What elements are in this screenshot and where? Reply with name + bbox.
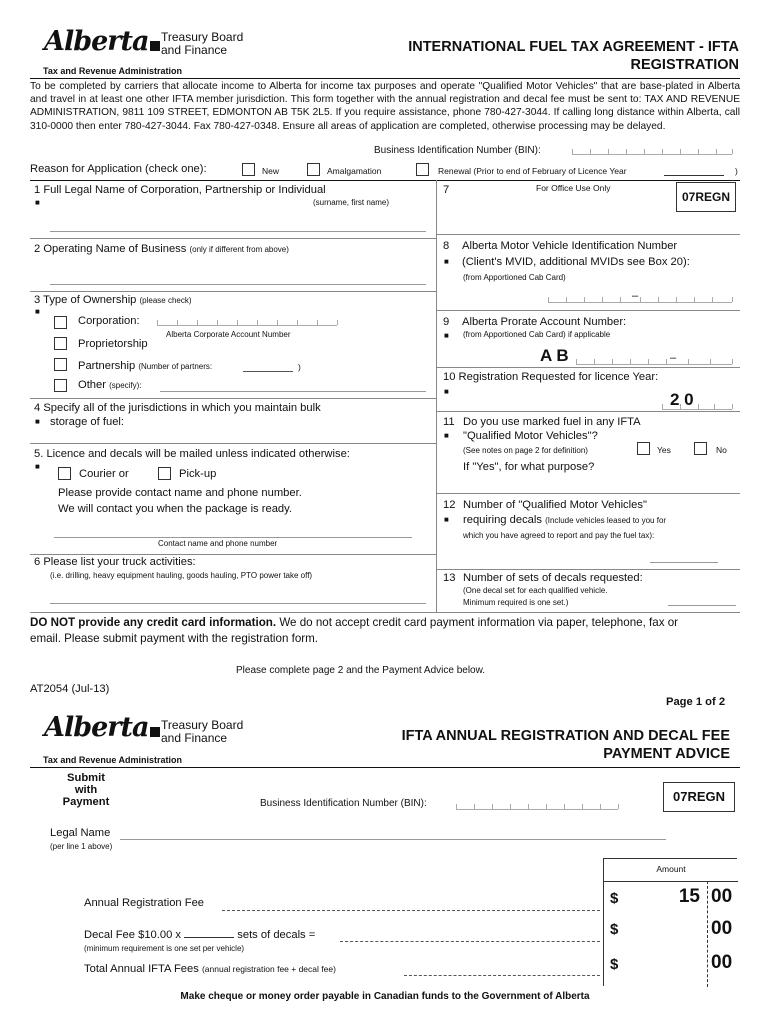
total-cents: 00 [711,952,733,973]
corporation-checkbox[interactable] [54,316,67,329]
partnership-sub: (Number of partners: [138,362,213,371]
row-divider [30,291,436,292]
alberta-logo [44,26,160,57]
mvid-input[interactable] [548,293,732,303]
alberta-logo-2 [44,712,160,743]
amalgamation-label: Amalgamation [327,166,382,176]
legal-name-sub: (per line 1 above) [50,842,113,851]
cents-divider [707,881,708,987]
advice-title [310,727,730,763]
s3-label-text: 3 Type of Ownership [34,294,137,306]
reason-label: Reason for Application (check one): [30,163,207,175]
pickup-label: Pick-up [179,468,217,480]
amalgamation-checkbox[interactable] [307,163,320,176]
fee-dollars: 15 [678,886,700,907]
bullet-icon: ■ [35,307,40,316]
renewal-close: ) [735,166,738,176]
s9-sublabel: (from Apportioned Cab Card) if applicable [463,330,611,339]
bullet-icon: ■ [444,387,449,396]
partnership-close: ) [298,362,301,372]
truck-activities-input[interactable] [50,603,426,604]
s11-line-2: "Qualified Motor Vehicles"? [463,430,598,442]
logo-flag-icon [150,727,160,737]
title-line-2: REGISTRATION [630,57,739,73]
licence-year-input[interactable] [662,400,732,410]
qualified-vehicles-input[interactable] [650,562,718,563]
s7-label: 7 [443,184,450,196]
bullet-icon: ■ [444,431,449,440]
advice-title-2: PAYMENT ADVICE [603,746,730,762]
s2-label-text: 2 Operating Name of Business [34,243,187,255]
s11-line-1: Do you use marked fuel in any IFTA [463,416,641,428]
credit-notice [30,615,750,647]
credit-notice-rest: We do not accept credit card payment information via paper, telephone, fax or [276,616,679,629]
form-code-box [676,182,736,212]
s5-note-1: Please provide contact name and phone number. [58,487,302,499]
department-name-2 [161,719,243,745]
payable-note: Make cheque or money order payable in Canadian funds to the Government of Alberta [180,991,590,1002]
s13-sub-2: Minimum required is one set.) [463,598,569,607]
row-divider [30,398,436,399]
partnership-checkbox[interactable] [54,358,67,371]
grid-bottom [30,612,740,613]
s1-label: 1 Full Legal Name of Corporation, Partnership or Individual [34,184,326,196]
title-line-1: INTERNATIONAL FUEL TAX AGREEMENT - IFTA [408,39,739,55]
new-label: New [262,166,280,176]
s4-label-2: storage of fuel: [50,416,125,428]
corporate-account-caption: Alberta Corporate Account Number [166,330,291,339]
s12-sub-1: (Include vehicles leased to you for [545,516,667,525]
s8-line-1: Alberta Motor Vehicle Identification Number [462,240,678,252]
row-divider [30,554,436,555]
logo-flag-icon [150,41,160,51]
partnership-label [78,360,212,372]
row-divider [436,411,740,412]
total-leader [404,975,600,976]
row-divider [30,443,436,444]
complete-note: Please complete page 2 and the Payment Advice below. [236,665,486,676]
advice-bin-label: Business Identification Number (BIN): [260,798,427,809]
office-use-label: For Office Use Only [536,183,611,193]
prorate-dash: – [670,352,677,364]
row-divider [30,238,436,239]
bullet-icon: ■ [35,198,40,207]
total-dollar-sign: $ [610,956,619,973]
licence-year-prefix: 2 0 [670,390,694,409]
s11-purpose: If "Yes", for what purpose? [463,461,595,473]
corporate-account-input[interactable] [157,316,337,326]
dept-line-1: Treasury Board [161,718,244,732]
s12-line-1: Number of "Qualified Motor Vehicles" [463,499,647,511]
s12-line-2-text: requiring decals [463,514,542,526]
s5-note-2: We will contact you when the package is ready. [58,503,293,515]
row-divider [436,234,740,235]
row-divider [436,310,740,311]
s5-label: 5. Licence and decals will be mailed unless indicated otherwise: [34,448,350,460]
other-specify-input[interactable] [160,391,426,392]
amount-header-rule [604,881,738,882]
partnership-text: Partnership [78,360,136,372]
s11-sublabel: (See notes on page 2 for definition) [463,446,588,455]
decal-sub: (minimum requirement is one set per vehicle) [84,944,245,953]
total-label [84,963,336,975]
new-checkbox[interactable] [242,163,255,176]
bin-label: Business Identification Number (BIN): [374,145,541,156]
fee-label: Annual Registration Fee [84,897,205,909]
legal-name-input[interactable] [50,231,426,232]
credit-notice-line-2: email. Please submit payment with the registration form. [30,632,319,645]
submit-with-payment [50,772,122,808]
decal-label-b: sets of decals = [237,929,316,941]
s4-label-1: 4 Specify all of the jurisdictions in which you maintain bulk [34,402,321,414]
admin-name-2: Tax and Revenue Administration [43,755,183,765]
s12-line-2 [463,514,666,526]
courier-checkbox[interactable] [58,467,71,480]
s8-sublabel: (from Apportioned Cab Card) [463,273,566,282]
s13-sub-1: (One decal set for each qualified vehicle. [463,586,608,595]
submit-line-1: Submit [67,772,105,784]
admin-name: Tax and Revenue Administration [43,66,183,76]
no-label: No [716,445,727,455]
dept-line-1: Treasury Board [161,30,244,44]
amount-header: Amount [656,864,686,874]
row-divider [436,367,740,368]
decal-leader [340,941,600,942]
total-sub: (annual registration fee + decal fee) [201,964,336,974]
other-text: Other [78,379,106,391]
row-divider [436,569,740,570]
other-checkbox[interactable] [54,379,67,392]
bullet-icon: ■ [444,257,449,266]
submit-line-2: with [74,784,98,796]
s6-sublabel: (i.e. drilling, heavy equipment hauling, goods hauling, PTO power take off) [50,571,313,580]
s8-num: 8 [443,240,450,252]
advice-rule [30,767,740,768]
bullet-icon: ■ [444,515,449,524]
fee-cents: 00 [711,886,733,907]
contact-caption: Contact name and phone number [158,539,278,548]
s8-line-2: (Client's MVID, additional MVIDs see Box 20): [462,256,690,268]
other-label [78,379,142,391]
mvid-dash: – [632,290,639,302]
row-divider [436,493,740,494]
s2-sublabel: (only if different from above) [189,245,289,254]
bullet-icon: ■ [444,331,449,340]
decal-sets-count-input[interactable] [184,937,234,938]
dept-line-2: and Finance [161,731,228,745]
bin-input[interactable] [572,145,732,155]
s12-sub-2: which you have agreed to report and pay the fuel tax): [463,531,655,540]
advice-code: 07REGN [672,789,726,804]
advice-title-1: IFTA ANNUAL REGISTRATION AND DECAL FEE [401,728,730,744]
submit-line-3: Payment [62,796,110,808]
decal-label [84,929,315,941]
pickup-checkbox[interactable] [158,467,171,480]
renewal-label: Renewal (Prior to end of February of Licence Year [438,166,627,176]
logo-wordmark: Alberta [44,26,149,57]
header-rule [30,78,740,79]
form-title [319,38,739,74]
bullet-icon: ■ [35,462,40,471]
advice-code-box [663,782,735,812]
prorate-prefix: A B [540,346,569,365]
s11-num: 11 [443,416,455,428]
renewal-year-input[interactable] [664,175,724,176]
department-name [161,31,243,57]
decal-dollar-sign: $ [610,921,619,938]
decal-label-a: Decal Fee $10.00 x [84,929,182,941]
decal-sets-input[interactable] [668,605,736,606]
proprietorship-label: Proprietorship [78,338,148,350]
total-label-text: Total Annual IFTA Fees [84,963,199,975]
marked-fuel-yes-checkbox[interactable] [637,442,650,455]
logo-wordmark-2: Alberta [44,712,149,743]
operating-name-input[interactable] [50,284,426,285]
s12-num: 12 [443,499,456,511]
marked-fuel-no-checkbox[interactable] [694,442,707,455]
s9-num: 9 [443,316,450,328]
s9-label: Alberta Prorate Account Number: [462,316,627,328]
credit-notice-bold: DO NOT provide any credit card information. [30,616,277,629]
s3-label [34,294,192,306]
s1-sublabel: (surname, first name) [313,198,390,207]
fee-leader [222,910,600,911]
proprietorship-checkbox[interactable] [54,337,67,350]
s13-label: Number of sets of decals requested: [463,572,643,584]
s6-label: 6 Please list your truck activities: [34,556,196,568]
bullet-icon: ■ [35,417,40,426]
s3-sublabel: (please check) [139,296,192,305]
form-code: 07REGN [681,190,731,204]
legal-name-label: Legal Name [50,827,111,839]
other-sub: (specify): [109,381,142,390]
s10-label: 10 Registration Requested for licence Year: [443,371,659,383]
s2-label [34,243,289,255]
page-number: Page 1 of 2 [666,696,726,708]
partners-count-input[interactable] [243,371,293,372]
advice-bin-input[interactable] [456,800,618,810]
fee-dollar-sign: $ [610,890,619,907]
grid-center [436,180,437,612]
advice-legal-name-input[interactable] [120,839,666,840]
intro-text: To be completed by carriers that allocate income to Alberta for income tax purposes and operate "Qualified Motor Vehicles" that are base-plated in Alberta and travel in at least one other IFTA member jurisdiction. This form together with the annual registration and decal fee must be sent to: TAX AND REVENUE ADMINISTRATION, 9811 109 STREET, EDMONTON AB T5K 2L5. If you require assistance, phone 780-427-3044. If calling long distance within Alberta, call 310-0000 then enter 780-427-3044. Fax 780-427-0348. Ensure all areas of application are completed, otherwise processing may be delayed. [30,81,740,132]
form-id: AT2054 (Jul-13) [30,683,110,695]
prorate-account-input[interactable] [576,355,732,365]
grid-top [30,180,740,181]
courier-label: Courier or [79,468,129,480]
contact-input[interactable] [54,537,412,538]
corporation-label: Corporation: [78,315,140,327]
decal-cents: 00 [711,918,733,939]
dept-line-2: and Finance [161,43,228,57]
yes-label: Yes [657,445,671,455]
s13-num: 13 [443,572,456,584]
renewal-checkbox[interactable] [416,163,429,176]
